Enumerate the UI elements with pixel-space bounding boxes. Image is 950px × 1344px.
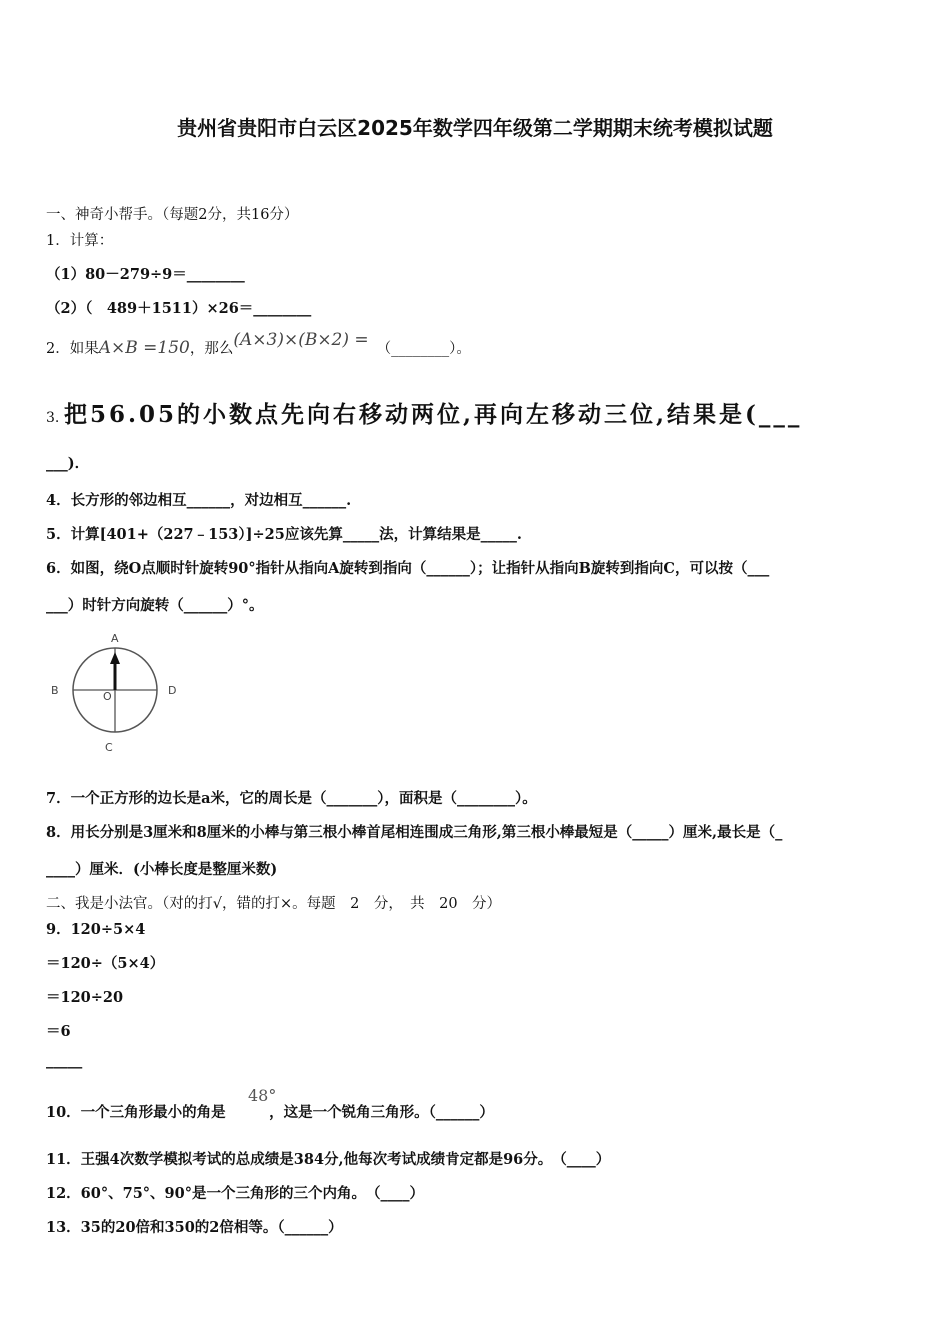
q2-suffix: （________）。: [376, 341, 471, 357]
q5: 5．计算[401+（227﹣153）]÷25应该先算_____法，计算结果是_____.: [46, 526, 522, 543]
clock-label-o: O: [103, 690, 112, 703]
q2-line: [46, 330, 471, 358]
q7: 7．一个正方形的边长是a米，它的周长是（_______），面积是（________）。: [46, 790, 537, 807]
q6-line2: ___）时针方向旋转（______）°。: [46, 597, 264, 614]
q2-formula1: A×B =150: [98, 338, 190, 358]
q3-cont: ___)．: [46, 455, 90, 472]
q3-num: 3.: [46, 410, 60, 426]
q11: 11．王强4次数学模拟考试的总成绩是384分,他每次考试成绩肯定都是96分。 （____）: [46, 1151, 611, 1168]
q10-angle: 48°: [248, 1086, 277, 1105]
clock-pointer-arrow-icon: [110, 652, 120, 664]
section2-heading: 二、我是小法官。（对的打√，错的打×。每题 2 分， 共 20 分）: [46, 896, 502, 912]
q4: 4．长方形的邻边相互______，对边相互______.: [46, 492, 352, 509]
q6-line1: 6．如图，绕O点顺时针旋转90°指针从指向A旋转到指向（______）；让指针从指向B旋转到指向C，可以按（___: [46, 560, 770, 577]
page-title: 贵州省贵阳市白云区2025年数学四年级第二学期期末统考模拟试题: [177, 116, 773, 140]
clock-label-d: D: [168, 684, 177, 697]
q8-line1: 8．用长分别是3厘米和8厘米的小棒与第三根小棒首尾相连围成三角形,第三根小棒最短是（_____）厘米,最长是（_: [46, 824, 783, 841]
q9-line3: ＝120÷20: [46, 989, 124, 1006]
q2-prefix: 2．如果: [46, 341, 99, 357]
q9-line1: 9．120÷5×4: [46, 921, 146, 938]
clock-label-a: A: [111, 632, 119, 645]
section1-heading: 一、神奇小帮手。（每题2分，共16分）: [46, 207, 299, 223]
q3-text: 把56.05的小数点先向右移动两位,再向左移动三位,结果是(___: [63, 401, 803, 428]
q1-label: 1．计算：: [46, 233, 114, 249]
q1-part1: （1）80－279÷9＝________: [46, 266, 245, 283]
q2-formula2: (A×3)×(B×2) =: [233, 330, 369, 350]
clock-diagram: [45, 628, 190, 758]
q8-line2: ____）厘米．(小棒长度是整厘米数): [46, 861, 278, 878]
q13: 13．35的20倍和350的2倍相等。（______）: [46, 1219, 343, 1236]
clock-label-c: C: [105, 741, 113, 754]
q3-line: [46, 396, 802, 429]
q12: 12．60°、75°、90°是一个三角形的三个内角。 （____）: [46, 1185, 424, 1202]
q10: 10．一个三角形最小的角是 ，这是一个锐角三角形。（______）: [46, 1104, 494, 1121]
clock-label-b: B: [51, 684, 59, 697]
q1-part2: （2）（ 489＋1511）×26＝________: [46, 300, 312, 317]
q9-line5: _____: [46, 1052, 83, 1069]
q2-mid: ，那么: [189, 341, 234, 357]
q9-line4: ＝6: [46, 1023, 71, 1040]
q9-line2: ＝120÷（5×4）: [46, 955, 165, 972]
